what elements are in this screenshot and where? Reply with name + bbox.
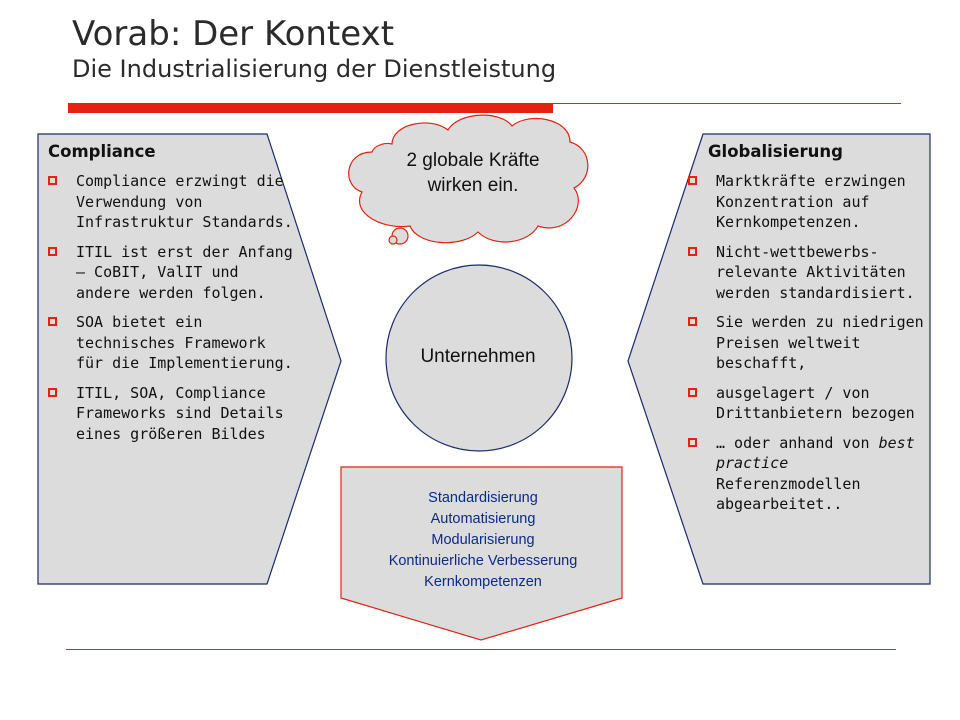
- method-item: Modularisierung: [431, 532, 535, 548]
- bullet-item: [688, 433, 938, 515]
- compliance-bullets: [48, 171, 300, 444]
- bullet-square-icon: [688, 317, 697, 326]
- bullet-item: [688, 242, 938, 304]
- footer-rule: [66, 649, 896, 650]
- bullet-square-icon: [48, 176, 57, 185]
- bullet-square-icon: [688, 438, 697, 447]
- bullet-item: [688, 383, 938, 424]
- bullet-item: [48, 383, 300, 445]
- bullet-text: Compliance erzwingt die Verwendung von Infrastruktur Standards.: [76, 172, 293, 231]
- globalisierung-bullets: [688, 171, 938, 515]
- method-item: Automatisierung: [430, 511, 536, 527]
- methods-list: [345, 488, 621, 593]
- bullet-text-prefix: … oder anhand von: [716, 433, 879, 452]
- bullet-square-icon: [48, 388, 57, 397]
- compliance-heading: Compliance: [48, 142, 156, 161]
- bullet-square-icon: [688, 388, 697, 397]
- compliance-text: [48, 142, 300, 453]
- bullet-item: [48, 312, 300, 374]
- bullet-item: [48, 171, 300, 233]
- bullet-square-icon: [688, 247, 697, 256]
- cloud-text: 2 globale Kräfte wirken ein.: [406, 150, 540, 196]
- bullet-text: ausgelagert / von Drittanbietern bezogen: [716, 383, 915, 422]
- bullet-item: [48, 242, 300, 304]
- slide-subtitle: Die Industrialisierung der Dienstleistung: [72, 55, 557, 83]
- method-item: Kontinuierliche Verbesserung: [388, 553, 578, 569]
- bullet-text: Sie werden zu niedrigen Preisen weltweit beschafft,: [716, 313, 924, 372]
- bullet-text-suffix: Referenzmodellen abgearbeitet..: [716, 474, 861, 513]
- method-item: Standardisierung: [428, 490, 538, 506]
- bullet-text: SOA bietet ein technisches Framework für die Implementierung.: [76, 313, 293, 372]
- bullet-item: [688, 312, 938, 374]
- unternehmen-label: Unternehmen: [420, 346, 536, 367]
- bullet-text-italic: best practice: [716, 433, 915, 472]
- bullet-square-icon: [48, 247, 57, 256]
- globalisierung-text: [688, 142, 938, 524]
- bullet-text: ITIL ist erst der Anfang – CoBIT, ValIT und andere werden folgen.: [76, 242, 293, 302]
- bullet-item: [688, 171, 938, 233]
- bullet-text: Nicht-wettbewerbs-relevante Aktivitäten werden standardisiert.: [716, 242, 915, 302]
- method-item: Kernkompetenzen: [424, 574, 542, 590]
- slide-title: Vorab: Der Kontext: [72, 14, 395, 54]
- bullet-square-icon: [48, 317, 57, 326]
- bullet-text: Marktkräfte erzwingen Konzentration auf Kernkompetenzen.: [716, 172, 906, 231]
- globalisierung-heading: Globalisierung: [708, 142, 843, 161]
- bullet-square-icon: [688, 176, 697, 185]
- bullet-text: ITIL, SOA, Compliance Frameworks sind Details eines größeren Bildes: [76, 383, 284, 443]
